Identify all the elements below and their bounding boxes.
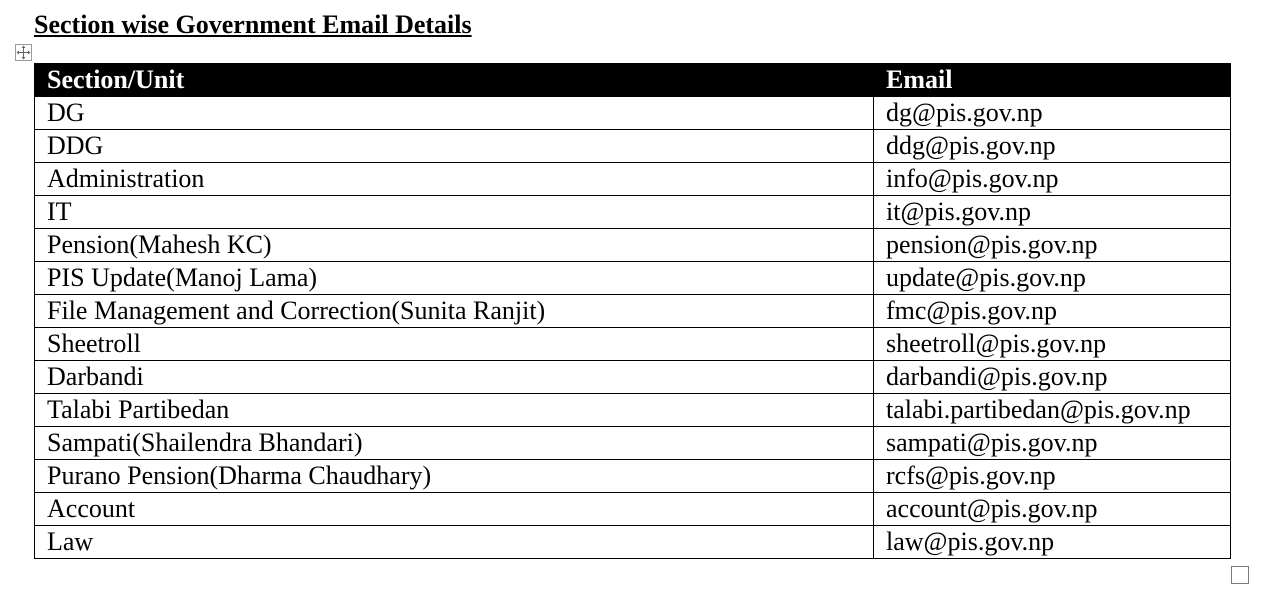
email-cell[interactable]: ddg@pis.gov.np <box>874 130 1231 163</box>
header-email: Email <box>874 64 1231 97</box>
table-row <box>35 196 1231 229</box>
email-cell[interactable]: fmc@pis.gov.np <box>874 295 1231 328</box>
table-row <box>35 361 1231 394</box>
table-row <box>35 328 1231 361</box>
section-cell[interactable]: Law <box>35 526 874 559</box>
email-cell[interactable]: update@pis.gov.np <box>874 262 1231 295</box>
section-cell[interactable]: Administration <box>35 163 874 196</box>
email-cell[interactable]: rcfs@pis.gov.np <box>874 460 1231 493</box>
section-cell[interactable]: PIS Update(Manoj Lama) <box>35 262 874 295</box>
email-cell[interactable]: pension@pis.gov.np <box>874 229 1231 262</box>
section-cell[interactable]: Darbandi <box>35 361 874 394</box>
section-cell[interactable]: Talabi Partibedan <box>35 394 874 427</box>
email-cell[interactable]: darbandi@pis.gov.np <box>874 361 1231 394</box>
email-cell[interactable]: info@pis.gov.np <box>874 163 1231 196</box>
section-cell[interactable]: Sheetroll <box>35 328 874 361</box>
table-row <box>35 460 1231 493</box>
email-cell[interactable]: dg@pis.gov.np <box>874 97 1231 130</box>
table-row <box>35 130 1231 163</box>
table-row <box>35 493 1231 526</box>
section-cell[interactable]: DDG <box>35 130 874 163</box>
email-cell[interactable]: law@pis.gov.np <box>874 526 1231 559</box>
document-title: Section wise Government Email Details <box>34 10 472 39</box>
table-row <box>35 163 1231 196</box>
section-cell[interactable]: Sampati(Shailendra Bhandari) <box>35 427 874 460</box>
table-resize-handle-icon[interactable] <box>1231 566 1249 584</box>
table-row <box>35 394 1231 427</box>
email-table <box>34 63 1231 559</box>
table-row <box>35 229 1231 262</box>
section-cell[interactable]: Purano Pension(Dharma Chaudhary) <box>35 460 874 493</box>
email-cell[interactable]: account@pis.gov.np <box>874 493 1231 526</box>
table-row <box>35 97 1231 130</box>
table-row <box>35 262 1231 295</box>
header-section-unit: Section/Unit <box>35 64 874 97</box>
email-cell[interactable]: talabi.partibedan@pis.gov.np <box>874 394 1231 427</box>
email-cell[interactable]: it@pis.gov.np <box>874 196 1231 229</box>
table-row <box>35 295 1231 328</box>
section-cell[interactable]: IT <box>35 196 874 229</box>
table-move-handle-icon[interactable] <box>15 44 32 61</box>
section-cell[interactable]: DG <box>35 97 874 130</box>
email-cell[interactable]: sheetroll@pis.gov.np <box>874 328 1231 361</box>
table-row <box>35 427 1231 460</box>
section-cell[interactable]: File Management and Correction(Sunita Ranjit) <box>35 295 874 328</box>
table-header-row <box>35 64 1231 97</box>
section-cell[interactable]: Account <box>35 493 874 526</box>
table-row <box>35 526 1231 559</box>
section-cell[interactable]: Pension(Mahesh KC) <box>35 229 874 262</box>
email-cell[interactable]: sampati@pis.gov.np <box>874 427 1231 460</box>
